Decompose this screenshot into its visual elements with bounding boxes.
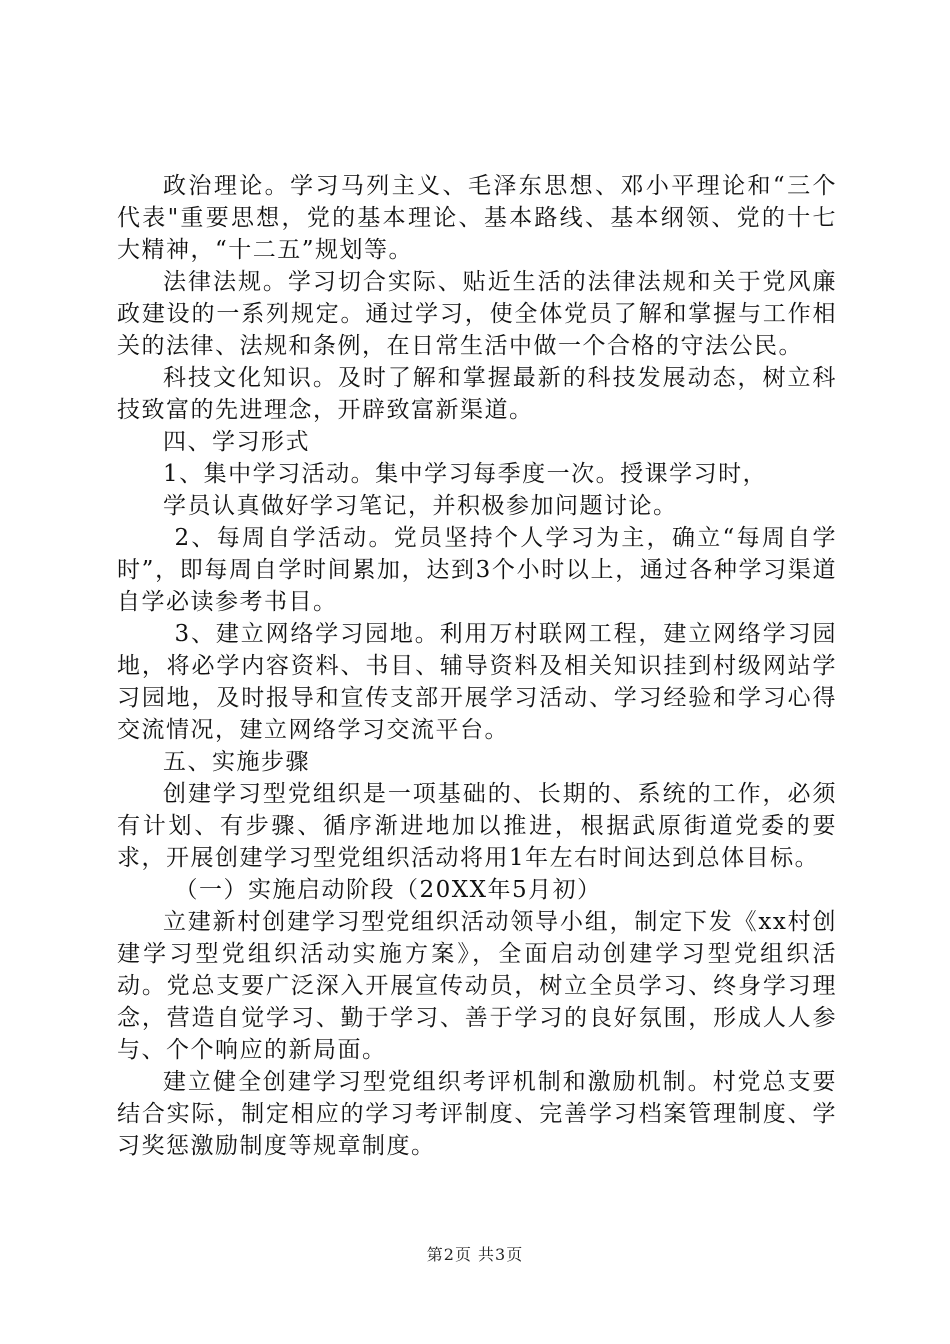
section-heading-implementation-steps: 五、实施步骤: [163, 749, 310, 775]
section-heading-learning-forms: 四、学习形式: [163, 429, 310, 455]
paragraph-implementation-overview: 创建学习型党组织是一项基础的、长期的、系统的工作，必须有计划、有步骤、循序渐进地加以推进，根据武原街道党委的要求，开展创建学习型党组织活动将用1年左右时间达到总体目标。: [117, 781, 837, 871]
paragraph-science-knowledge: 科技文化知识。及时了解和掌握最新的科技发展动态，树立科技致富的先进理念，开辟致富新渠道。: [117, 365, 837, 423]
paragraph-centralized-learning: 1、集中学习活动。集中学习每季度一次。授课学习时，: [163, 461, 768, 487]
paragraph-political-theory: 政治理论。学习马列主义、毛泽东思想、邓小平理论和“三个代表"重要思想，党的基本理论、基本路线、基本纲领、党的十七大精神，“十二五”规划等。: [117, 173, 837, 263]
paragraph-online-learning: 3、建立网络学习园地。利用万村联网工程，建立网络学习园地，将必学内容资料、书目、辅导资料及相关知识挂到村级网站学习园地，及时报导和宣传支部开展学习活动、学习经验和学习心得交流情况，建立网络学习交流平台。: [117, 621, 837, 743]
paragraph-laws-regulations: 法律法规。学习切合实际、贴近生活的法律法规和关于党风廉政建设的一系列规定。通过学习，使全体党员了解和掌握与工作相关的法律、法规和条例，在日常生活中做一个合格的守法公民。: [117, 269, 837, 359]
paragraph-launch-phase: 立建新村创建学习型党组织活动领导小组，制定下发《xx村创建学习型党组织活动实施方案》，全面启动创建学习型党组织活动。党总支要广泛深入开展宣传动员，树立全员学习、终身学习理念，营造自觉学习、勤于学习、善于学习的良好氛围，形成人人参与、个个响应的新局面。: [117, 909, 837, 1063]
subsection-heading-launch-phase: （一）实施启动阶段（20XX年5月初）: [174, 877, 602, 903]
paragraph-weekly-self-study: 2、每周自学活动。党员坚持个人学习为主，确立“每周自学时”，即每周自学时间累加，达到3个小时以上，通过各种学习渠道自学必读参考书目。: [117, 525, 837, 615]
paragraph-evaluation-mechanism: 建立健全创建学习型党组织考评机制和激励机制。村党总支要结合实际，制定相应的学习考评制度、完善学习档案管理制度、学习奖惩激励制度等规章制度。: [117, 1069, 837, 1159]
page-footer: 第2页 共3页: [426, 1245, 524, 1264]
document-body: [117, 170, 837, 1162]
paragraph-learning-notes: 学员认真做好学习笔记，并积极参加问题讨论。: [163, 493, 678, 519]
